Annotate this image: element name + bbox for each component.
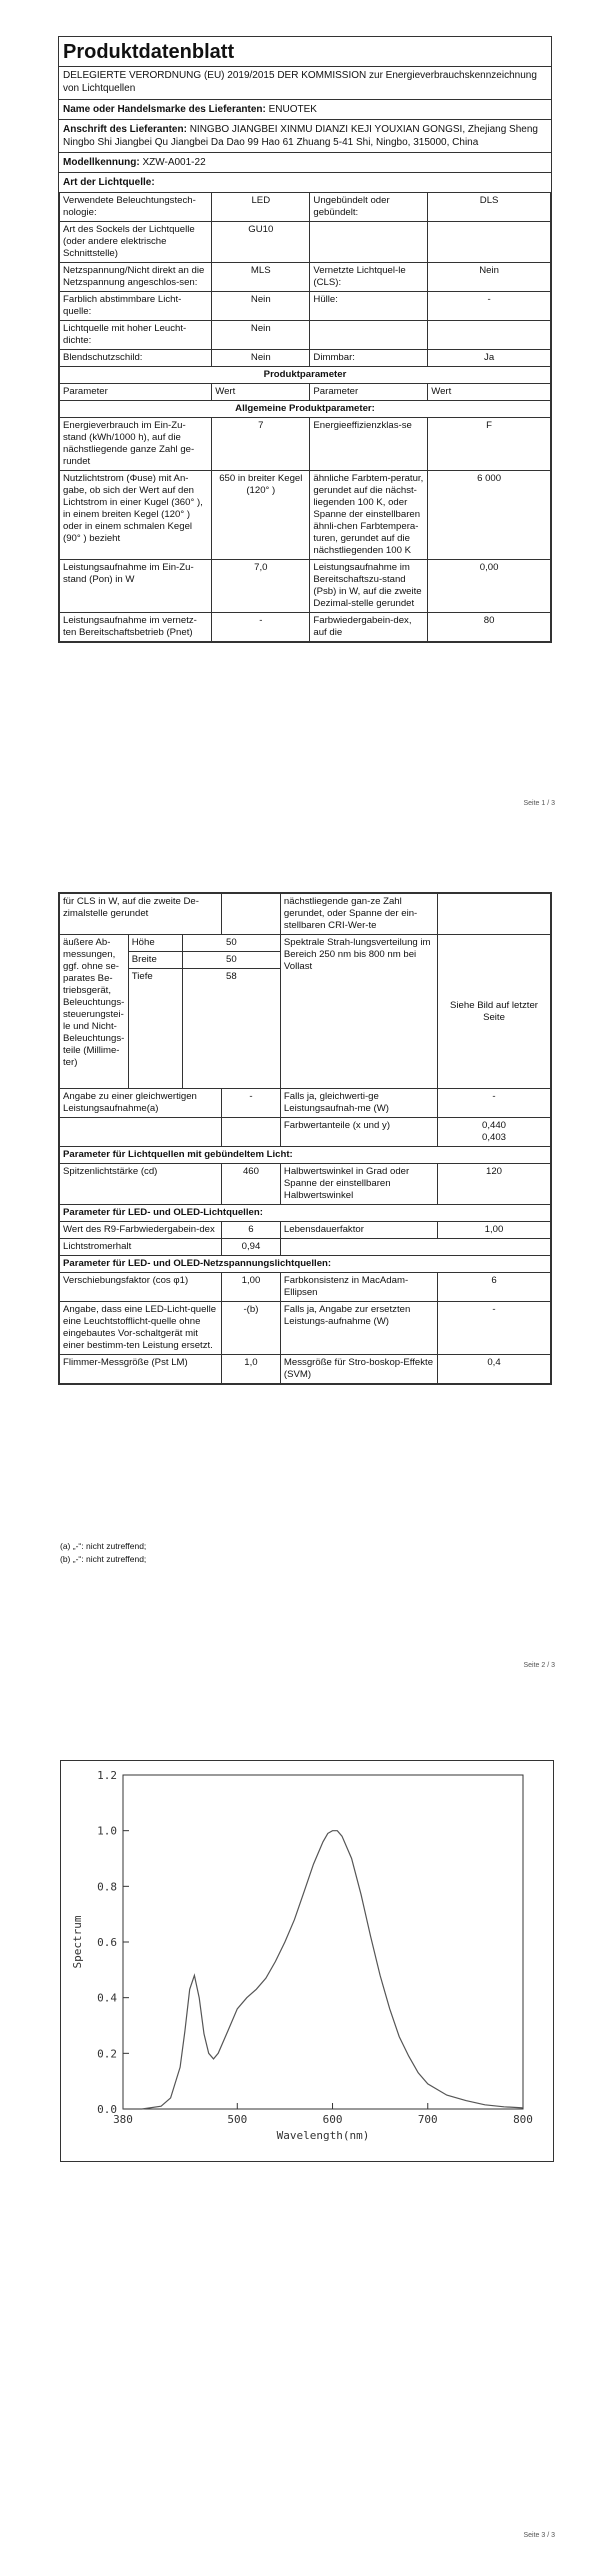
table-row <box>60 613 551 642</box>
row-label: Angabe zu einer gleichwertigen Leistungsaufnahme(a) <box>60 1089 222 1118</box>
row-value: Nein <box>212 350 310 367</box>
row-value: Ja <box>428 350 551 367</box>
row-label <box>310 222 428 263</box>
row-value: 0,94 <box>222 1239 281 1256</box>
row-value: Nein <box>212 292 310 321</box>
row-value: MLS <box>212 263 310 292</box>
row-value <box>438 1118 551 1147</box>
table-row <box>60 471 551 560</box>
row-empty <box>280 1239 550 1256</box>
row-value: -(b) <box>222 1302 281 1355</box>
row-label: Halbwertswinkel in Grad oder Spanne der einstellbaren Halbwertswinkel <box>280 1164 437 1205</box>
row-value: Nein <box>212 321 310 350</box>
led-parameters-header: Parameter für LED- und OLED-Lichtquellen: <box>60 1205 551 1222</box>
y-tick-label: 1.0 <box>97 1824 117 1838</box>
row-label: Dimmbar: <box>310 350 428 367</box>
page-number: Seite 2 / 3 <box>523 1662 555 1669</box>
row-value <box>438 894 551 935</box>
table-row <box>60 1118 551 1147</box>
row-label: Farblich abstimmbare Licht-quelle: <box>60 292 212 321</box>
page-1 <box>0 0 603 820</box>
row-label <box>60 1118 222 1147</box>
row-value: 6 <box>222 1222 281 1239</box>
row-label: Leistungsaufnahme im Bereitschaftszu-stand (Psb) in W, auf die zweite Dezimal-stelle gerundet <box>310 560 428 613</box>
section-header-row <box>60 367 551 384</box>
row-value <box>222 894 281 935</box>
row-value: 7,0 <box>212 560 310 613</box>
model-label: Modellkennung: <box>63 157 140 168</box>
general-parameters-header: Allgemeine Produktparameter: <box>60 401 551 418</box>
table-row <box>60 292 551 321</box>
row-label: Falls ja, Angabe zur ersetzten Leistungs-aufnahme (W) <box>280 1302 437 1355</box>
y-tick-label: 0.6 <box>97 1936 117 1949</box>
row-label: Leistungsaufnahme im vernetz-ten Bereitschaftsbetrieb (Pnet) <box>60 613 212 642</box>
row-value: 80 <box>428 613 551 642</box>
spectral-distribution-label: Spektrale Strah-lungsverteilung im Bereich 250 nm bis 800 nm bei Vollast <box>280 935 437 1089</box>
document-title: Produktdatenblatt <box>59 37 551 67</box>
row-label: Hülle: <box>310 292 428 321</box>
table-row <box>60 1355 551 1384</box>
supplier-value: ENUOTEK <box>268 104 317 115</box>
page-3 <box>0 1720 603 2560</box>
table-row <box>60 263 551 292</box>
row-label: Farbwertanteile (x und y) <box>280 1118 437 1147</box>
column-header: Wert <box>428 384 551 401</box>
chroma-x-value: 0,440 <box>482 1120 507 1131</box>
row-value: 6 000 <box>428 471 551 560</box>
datasheet-frame-page2 <box>58 892 552 1385</box>
row-value <box>222 1118 281 1147</box>
row-value: GU10 <box>212 222 310 263</box>
row-value: 460 <box>222 1164 281 1205</box>
page-number: Seite 3 / 3 <box>523 2532 555 2539</box>
table-row <box>60 1239 551 1256</box>
column-header: Wert <box>212 384 310 401</box>
row-value <box>428 222 551 263</box>
table-row <box>60 1222 551 1239</box>
address-value: NINGBO JIANGBEI XINMU DIANZI KEJI YOUXIAN GONGSI, Zhejiang Sheng Ningbo Shi Jiangbei Qu Jiangbei Da Dao 99 Hao 61 Zhuang 5-41 Shi, Ningbo, 315000, China <box>63 124 538 148</box>
row-label: Lichtquelle mit hoher Leucht-dichte: <box>60 321 212 350</box>
dimensions-label: äußere Ab-messungen, ggf. ohne se-parates Be-triebsgerät, Beleuchtungs-steuerungstei-le und Nicht-Beleuchtungs-teile (Millime-ter) <box>60 935 129 1089</box>
mains-parameters-header: Parameter für LED- und OLED-Netzspannungslichtquellen: <box>60 1256 551 1273</box>
row-label: Verschiebungsfaktor (cos φ1) <box>60 1273 222 1302</box>
row-value: DLS <box>428 193 551 222</box>
section-header-row <box>60 401 551 418</box>
row-value: 1,00 <box>222 1273 281 1302</box>
row-label: Lichtstromerhalt <box>60 1239 222 1256</box>
product-parameters-header: Produktparameter <box>60 367 551 384</box>
row-label: ähnliche Farbtem-peratur, gerundet auf die nächst-liegenden 100 K, oder Spanne der einstellbaren ähnli-chen Farbtempera-turen, gerundet auf die nächstliegenden 100 K <box>310 471 428 560</box>
row-label <box>310 321 428 350</box>
row-value <box>428 321 551 350</box>
row-label: Vernetzte Lichtquel-le (CLS): <box>310 263 428 292</box>
directional-parameters-header: Parameter für Lichtquellen mit gebündeltem Licht: <box>60 1147 551 1164</box>
row-label: Verwendete Beleuchtungstech-nologie: <box>60 193 212 222</box>
dimension-name: Tiefe <box>128 969 182 1089</box>
row-value: - <box>212 613 310 642</box>
row-value: 650 in breiter Kegel (120° ) <box>212 471 310 560</box>
column-header: Parameter <box>310 384 428 401</box>
row-value: LED <box>212 193 310 222</box>
table-row <box>60 222 551 263</box>
table-row <box>60 560 551 613</box>
row-label: Nutzlichtstrom (Φuse) mit An-gabe, ob sich der Wert auf den Lichtstrom in einer Kugel (360° ), in einem breiten Kegel (120° ) oder in einem schmalen Kegel (90° ) bezieht <box>60 471 212 560</box>
row-label: Leistungsaufnahme im Ein-Zu-stand (Pon) in W <box>60 560 212 613</box>
column-header-row <box>60 384 551 401</box>
row-label: Energieverbrauch im Ein-Zu-stand (kWh/1000 h), auf die nächstliegende ganze Zahl ge-rundet <box>60 418 212 471</box>
row-value: 7 <box>212 418 310 471</box>
address-label: Anschrift des Lieferanten: <box>63 124 187 135</box>
table-row <box>60 1273 551 1302</box>
y-tick-label: 1.2 <box>97 1769 117 1782</box>
row-label: Wert des R9-Farbwiedergabein-dex <box>60 1222 222 1239</box>
row-label: Blendschutzschild: <box>60 350 212 367</box>
spectrum-chart <box>61 1761 551 2159</box>
row-label: Lebensdauerfaktor <box>280 1222 437 1239</box>
row-value: F <box>428 418 551 471</box>
page-2 <box>0 880 603 1680</box>
row-label: Angabe, dass eine LED-Licht-quelle eine Leuchtstofflicht-quelle ohne eingebautes Vor-schaltgerät mit einer bestimm-ten Leistung ersetzt. <box>60 1302 222 1355</box>
table-row <box>60 935 551 952</box>
row-label: Falls ja, gleichwerti-ge Leistungsaufnah-me (W) <box>280 1089 437 1118</box>
x-axis-label: Wavelength(nm) <box>276 2129 370 2142</box>
row-value: 120 <box>438 1164 551 1205</box>
table-row <box>60 193 551 222</box>
row-label: Spitzenlichtstärke (cd) <box>60 1164 222 1205</box>
row-label: für CLS in W, auf die zweite De-zimalstelle gerundet <box>60 894 222 935</box>
row-label: Farbkonsistenz in MacAdam-Ellipsen <box>280 1273 437 1302</box>
section-header-row <box>60 1256 551 1273</box>
row-label: Farbwiedergabein-dex, auf die <box>310 613 428 642</box>
x-tick-label: 380 <box>113 2113 133 2126</box>
spectrum-series-line <box>123 1831 523 2109</box>
row-value: - <box>438 1089 551 1118</box>
chroma-y-value: 0,403 <box>482 1132 507 1143</box>
row-value: - <box>222 1089 281 1118</box>
section-header-row <box>60 1205 551 1222</box>
row-value: 1,00 <box>438 1222 551 1239</box>
row-value: Nein <box>428 263 551 292</box>
table-row <box>60 418 551 471</box>
section-header-row <box>60 1147 551 1164</box>
table-row <box>60 321 551 350</box>
row-label: Messgröße für Stro-boskop-Effekte (SVM) <box>280 1355 437 1384</box>
y-tick-label: 0.2 <box>97 2047 117 2061</box>
row-value: 0,4 <box>438 1355 551 1384</box>
light-source-type-table <box>59 192 551 642</box>
y-axis-label: Spectrum <box>71 1915 84 1969</box>
dimension-value: 58 <box>182 969 280 1089</box>
row-label: nächstliegende gan-ze Zahl gerundet, oder Spanne der ein-stellbaren CRI-Wer-te <box>280 894 437 935</box>
model-value: XZW-A001-22 <box>142 157 206 168</box>
table-row <box>60 1164 551 1205</box>
supplier-label: Name oder Handelsmarke des Lieferanten: <box>63 104 266 115</box>
table-row <box>60 1089 551 1118</box>
spectrum-chart-frame <box>60 1760 554 2162</box>
supplier-row <box>59 100 551 120</box>
x-tick-label: 800 <box>513 2113 533 2126</box>
regulation-reference: DELEGIERTE VERORDNUNG (EU) 2019/2015 DER KOMMISSION zur Energieverbrauchskennzeichnung von Lichtquellen <box>59 67 551 100</box>
column-header: Parameter <box>60 384 212 401</box>
footnotes <box>58 1540 146 1566</box>
row-value: - <box>428 292 551 321</box>
dimension-value: 50 <box>182 952 280 969</box>
page-number: Seite 1 / 3 <box>523 800 555 807</box>
row-label: Energieeffizienzklas-se <box>310 418 428 471</box>
plot-area <box>123 1775 523 2109</box>
row-label: Art des Sockels der Lichtquelle (oder andere elektrische Schnittstelle) <box>60 222 212 263</box>
table-row <box>60 1302 551 1355</box>
row-value: 0,00 <box>428 560 551 613</box>
dimension-name: Breite <box>128 952 182 969</box>
dimension-value: 50 <box>182 935 280 952</box>
y-tick-label: 0.8 <box>97 1880 117 1894</box>
parameters-table-continued <box>59 893 551 1384</box>
type-header: Art der Lichtquelle: <box>63 177 155 188</box>
y-tick-label: 0.4 <box>97 1991 117 2005</box>
row-value: - <box>438 1302 551 1355</box>
spectral-distribution-value: Siehe Bild auf letzter Seite <box>438 935 551 1089</box>
datasheet-frame-page1 <box>58 36 552 643</box>
model-row <box>59 153 551 173</box>
row-value: 6 <box>438 1273 551 1302</box>
table-row <box>60 350 551 367</box>
table-row <box>60 894 551 935</box>
footnote-b: (b) „-“: nicht zutreffend; <box>60 1554 147 1564</box>
address-row <box>59 120 551 153</box>
footnote-a: (a) „-“: nicht zutreffend; <box>60 1541 147 1551</box>
row-label: Netzspannung/Nicht direkt an die Netzspannung angeschlos-sen: <box>60 263 212 292</box>
y-tick-label: 0.0 <box>97 2103 117 2116</box>
row-label: Flimmer-Messgröße (Pst LM) <box>60 1355 222 1384</box>
dimension-name: Höhe <box>128 935 182 952</box>
x-tick-label: 600 <box>322 2113 343 2126</box>
row-label: Ungebündelt oder gebündelt: <box>310 193 428 222</box>
x-tick-label: 500 <box>227 2113 248 2126</box>
row-value: 1,0 <box>222 1355 281 1384</box>
x-tick-label: 700 <box>417 2113 438 2126</box>
